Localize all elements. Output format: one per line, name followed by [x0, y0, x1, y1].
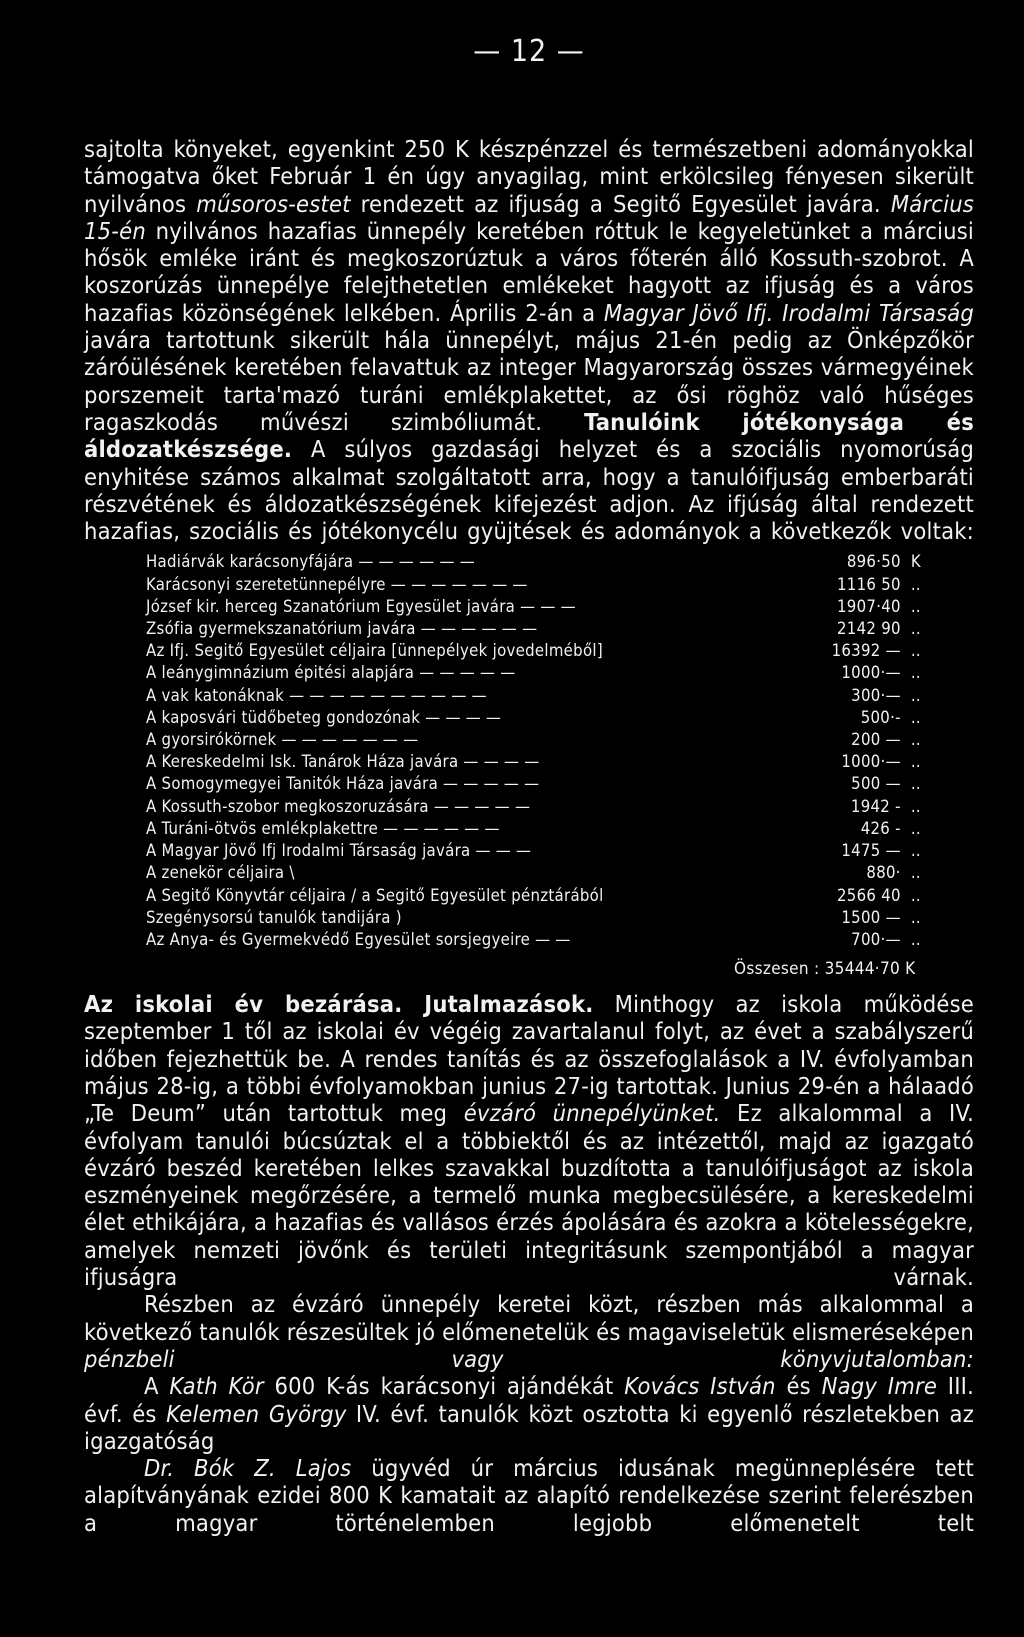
donation-unit: ..	[910, 796, 921, 816]
donation-row	[146, 907, 941, 929]
donation-label: A Magyar Jövő Ifj Irodalmi Társaság javára — — —	[146, 841, 532, 861]
donation-row	[146, 818, 941, 840]
donation-row	[146, 929, 941, 951]
donation-unit: ..	[910, 663, 921, 683]
donation-unit: ..	[910, 685, 921, 705]
donation-label: Szegénysorsú tanulók tandijára )	[146, 907, 402, 927]
donation-label: A Turáni-ötvös emlékplakettre — — — — — —	[146, 818, 500, 838]
donation-unit: ..	[910, 752, 921, 772]
donation-unit: ..	[910, 818, 921, 838]
donation-label: Az Ifj. Segitő Egyesület céljaira [ünnepélyek jovedelméből]	[146, 641, 603, 661]
italic-run: Kath Kör	[169, 1372, 264, 1401]
text-run: A	[144, 1372, 170, 1401]
donation-row	[146, 840, 941, 862]
donation-amount: 300·—	[851, 685, 901, 705]
donation-unit: K	[910, 552, 921, 572]
donation-label: A leánygimnázium épitési alapjára — — — — —	[146, 663, 516, 683]
text-run: sajtolta könyeket, egyenkint 250 K készpénzzel és természetbeni adományokkal támogatva őket Február 1 én úgy anyagilag, mint erkölcsileg fényesen sikerült nyilvános	[84, 135, 974, 218]
donations-total: Összesen : 35444·70 K	[734, 959, 916, 980]
italic-run: műsoros-estet	[196, 189, 351, 218]
donation-label: A zenekör céljaira \	[146, 863, 295, 883]
text-run: nyilvános hazafias ünnepély keretében róttuk le kegyeletünket a márciusi hősök emléke iránt és megkoszorúztuk a város főterén álló Kossuth-szobrot. A koszorúzás ünnepélye felejthetetlen emlékeket hagyott az ifjuság és a város hazafias közönségének lelkében. Április 2-án a	[84, 216, 974, 327]
italic-run: Magyar Jövő Ifj. Irodalmi Társaság	[603, 298, 975, 327]
text-run: és	[775, 1372, 822, 1401]
donation-label: A gyorsirókörnek — — — — — — —	[146, 730, 419, 750]
donation-unit: ..	[910, 596, 921, 616]
donation-unit: ..	[910, 863, 921, 883]
donation-row	[146, 618, 941, 640]
donation-amount: 1500 —	[841, 907, 901, 927]
donation-row	[146, 773, 941, 795]
donation-row	[146, 596, 941, 618]
donation-label: Zsófia gyermekszanatórium javára — — — — — —	[146, 619, 538, 639]
page-number: — 12 —	[473, 34, 585, 69]
text-run: ügyvéd úr március idusának megünneplésére tett alapítványának ezidei 800 K kamatait az alapító rendelkezése szerint felerészben a magyar történelemben legjobb előmenetelt telt	[84, 1454, 974, 1537]
donation-row	[146, 751, 941, 773]
text-run: IV. évf. tanulók közt osztotta ki egyenlő részletekben az igazgatóság	[84, 1399, 974, 1455]
italic-run: Kovács István	[624, 1372, 776, 1401]
donation-amount: 1475 —	[841, 841, 901, 861]
donation-label: A Somogymegyei Tanitók Háza javára — — — — —	[146, 774, 540, 794]
donation-unit: ..	[910, 841, 921, 861]
paragraph-bok-foundation	[84, 1455, 974, 1537]
donation-label: Karácsonyi szeretetünnepélyre — — — — — — —	[146, 574, 528, 594]
donation-row	[146, 640, 941, 662]
donation-label: A vak katonáknak — — — — — — — — — —	[146, 685, 487, 705]
text-run: 600 K-ás karácsonyi ajándékát	[263, 1372, 625, 1401]
donation-row	[146, 862, 941, 884]
donation-unit: ..	[910, 707, 921, 727]
donation-amount: 500·-	[860, 707, 901, 727]
donation-row	[146, 662, 941, 684]
donation-unit: ..	[910, 885, 921, 905]
section-heading-charity: Tanulóink jótékonysága és áldozatkészsége.	[84, 407, 974, 464]
donation-label: A Kereskedelmi Isk. Tanárok Háza javára — — — —	[146, 752, 540, 772]
donation-label: A Segitő Könyvtár céljaira / a Segitő Egyesület pénztárából	[146, 885, 604, 905]
donation-amount: 896·50	[846, 552, 901, 572]
paragraph-school-year-end	[84, 991, 974, 1291]
donation-amount: 1000·—	[841, 663, 901, 683]
italic-run: pénzbeli vagy könyvjutalomban:	[84, 1344, 974, 1373]
donation-row	[146, 729, 941, 751]
paragraph-kath-kor	[84, 1373, 974, 1455]
italic-run: évzáró ünnepélyünket.	[463, 1099, 721, 1128]
donation-unit: ..	[910, 730, 921, 750]
donation-amount: 16392 —	[831, 641, 901, 661]
donation-amount: 1116 50	[837, 574, 901, 594]
donation-row	[146, 707, 941, 729]
donation-amount: 426 -	[860, 818, 901, 838]
text-run: Ez alkalommal a IV. évfolyam tanulói búcsúztak el a többiektől és az intézettől, majd az igazgató évzáró beszéd keretében lelkes szavakkal buzdította a tanulóifjuságot az iskola eszményeinek megőrzésére, a termelő munka megbecsülésére, a kereskedelmi élet ethikájára, a hazafias és vallásos érzés ápolására és azokra a kötelességekre, amelyek nemzeti jövőnk és területi integritásunk szempontjából a magyar ifjuságra várnak.	[84, 1099, 975, 1292]
text-run: A súlyos gazdasági helyzet és a szociális nyomorúság enyhitése számos alkalmat szolgáltatott arra, hogy a tanulóifjuság emberbaráti részvétének és áldozatkészségének kifejezést adjon. Az ifjúság által rendezett hazafias, szociális és jótékonycélu gyüjtések és adományok a következők voltak:	[84, 435, 974, 546]
italic-run: Kelemen György	[166, 1399, 347, 1428]
donation-row	[146, 685, 941, 707]
donation-unit: ..	[910, 929, 921, 949]
donation-label: Hadiárvák karácsonyfájára — — — — — —	[146, 552, 475, 572]
donation-label: A kaposvári tüdőbeteg gondozónak — — — —	[146, 707, 502, 727]
donation-label: Az Anya- és Gyermekvédő Egyesület sorsjegyeire — —	[146, 929, 571, 949]
donation-label: József kir. herceg Szanatórium Egyesület javára — — —	[146, 596, 576, 616]
italic-run: Nagy Imre	[821, 1372, 938, 1401]
paragraph-events	[84, 136, 974, 545]
donation-amount: 1907·40	[837, 596, 901, 616]
donation-unit: ..	[910, 774, 921, 794]
text-run: Minthogy az iskola működése szeptember 1 től az iskolai év végéig zavartalanul folyt, az évet a szabályszerű időben fejezhettük be. A rendes tanítás és az összefoglalások a IV. évfolyamban május 28-ig, a többi évfolyamokban junius 27-ig tartottak. Junius 29-én a hálaadó „Te Deum” után tartottuk meg	[84, 990, 974, 1128]
text-run: javára tartottunk sikerült hála ünnepélyt, május 21-én pedig az Önképzőkör záróülésének keretében felavattuk az integer Magyarország összes vármegyéinek porszemeit tarta'mazó turáni emlékplakettet, az ősi röghöz való hűséges ragaszkodás művészi szimbóliumát.	[84, 326, 974, 436]
donation-amount: 500 —	[851, 774, 901, 794]
donation-amount: 2566 40	[837, 885, 901, 905]
donation-amount: 200 —	[851, 730, 901, 750]
donation-unit: ..	[910, 574, 921, 594]
section-heading-year-end: Az iskolai év bezárása. Jutalmazások.	[84, 990, 594, 1019]
text-run: rendezett az ifjuság a Segitő Egyesület javára.	[350, 189, 891, 218]
text-run: III. évf. és	[84, 1372, 975, 1428]
paragraph-awards	[84, 1291, 974, 1373]
donation-amount: 1942 -	[850, 796, 901, 816]
donation-row	[146, 885, 941, 907]
donation-amount: 1000·—	[841, 752, 901, 772]
italic-run: Dr. Bók Z. Lajos	[144, 1454, 352, 1483]
text-run: Részben az évzáró ünnepély keretei közt, részben más alkalommal a következő tanulók részesültek jó előmenetelük és magaviseletük elismeréseképen	[84, 1290, 974, 1346]
donations-table	[146, 551, 941, 951]
donation-unit: ..	[910, 641, 921, 661]
donation-row	[146, 551, 941, 573]
donation-amount: 700·—	[851, 929, 901, 949]
donation-label: A Kossuth-szobor megkoszoruzására — — — — —	[146, 796, 531, 816]
donation-row	[146, 574, 941, 596]
donation-amount: 2142 90	[837, 619, 901, 639]
donation-amount: 880·	[866, 863, 901, 883]
donation-unit: ..	[910, 619, 921, 639]
donation-row	[146, 796, 941, 818]
italic-run: Március 15-én	[84, 189, 975, 245]
donation-unit: ..	[910, 907, 921, 927]
